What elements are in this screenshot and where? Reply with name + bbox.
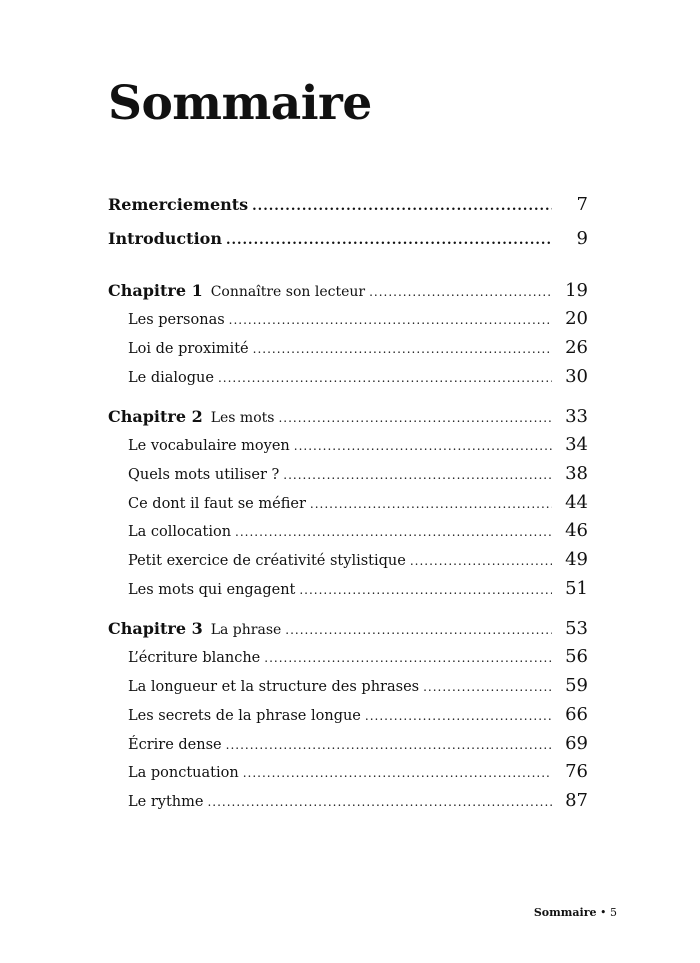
dot-leader: [369, 285, 552, 299]
toc-chapter-2[interactable]: [108, 406, 588, 436]
toc-label: Remerciements: [108, 195, 249, 214]
toc-label: Petit exercice de créativité stylistique: [128, 553, 406, 569]
toc-section[interactable]: [128, 366, 588, 396]
toc-section[interactable]: [128, 646, 588, 676]
footer-page-number: 5: [610, 906, 617, 919]
toc-section[interactable]: [128, 434, 588, 464]
toc-label: Quels mots utiliser ?: [128, 467, 280, 483]
toc-section[interactable]: [128, 704, 588, 734]
toc-page-number: 20: [565, 308, 588, 329]
dot-leader: [310, 497, 552, 511]
footer-section-title: Sommaire: [533, 906, 597, 919]
dot-leader: [283, 468, 552, 482]
toc-label: Le vocabulaire moyen: [128, 438, 290, 454]
toc-label: Le rythme: [128, 794, 204, 810]
dot-leader: [243, 766, 552, 780]
toc-label: Le dialogue: [128, 370, 214, 386]
toc-label: La ponctuation: [128, 765, 239, 781]
toc-label: Loi de proximité: [128, 341, 249, 357]
toc-page-number: 76: [565, 761, 588, 782]
toc-page-number: 30: [565, 366, 588, 387]
toc-label: Ce dont il faut se méfier: [128, 496, 306, 512]
toc-label: Les mots qui engagent: [128, 582, 296, 598]
toc-section[interactable]: [128, 308, 588, 338]
chapter-title: Les mots: [210, 410, 275, 426]
toc-page-number: 49: [565, 549, 588, 570]
toc-page-number: 69: [565, 733, 588, 754]
dot-leader: [252, 199, 552, 214]
toc-page-number: 46: [565, 520, 588, 541]
dot-leader: [207, 795, 552, 809]
page-footer: [534, 906, 617, 919]
toc-page-number: 38: [565, 463, 588, 484]
chapter-title: Connaître son lecteur: [210, 284, 366, 300]
dot-leader: [285, 623, 552, 637]
chapter-number: Chapitre 1: [108, 281, 203, 300]
toc-label: Les secrets de la phrase longue: [128, 708, 361, 724]
chapter-number: Chapitre 3: [108, 619, 203, 638]
toc-section[interactable]: [128, 761, 588, 791]
toc-label: La collocation: [128, 524, 232, 540]
toc-chapter-3[interactable]: [108, 618, 588, 648]
toc-section[interactable]: [128, 337, 588, 367]
toc-page-number: 56: [565, 646, 588, 667]
toc-section[interactable]: [128, 492, 588, 522]
toc-page-number: 66: [565, 704, 588, 725]
toc-label: Les personas: [128, 312, 225, 328]
dot-leader: [218, 371, 552, 385]
toc-section[interactable]: [128, 578, 588, 608]
toc-label: L’écriture blanche: [128, 650, 261, 666]
toc-section[interactable]: [128, 549, 588, 579]
dot-leader: [410, 554, 552, 568]
toc-chapter-1[interactable]: [108, 280, 588, 310]
chapter-number: Chapitre 2: [108, 407, 203, 426]
chapter-title: La phrase: [210, 622, 282, 638]
dot-leader: [423, 680, 552, 694]
dot-leader: [229, 313, 552, 327]
toc-page-number: 26: [565, 337, 588, 358]
dot-leader: [365, 709, 552, 723]
toc-page-number: 59: [565, 675, 588, 696]
toc-entry-acknowledgements[interactable]: [108, 194, 588, 224]
toc-section[interactable]: [128, 733, 588, 763]
dot-leader: [253, 342, 552, 356]
dot-leader: [226, 233, 552, 248]
footer-separator: •: [600, 906, 607, 919]
toc-section[interactable]: [128, 520, 588, 550]
toc-page-number: 19: [565, 280, 588, 301]
toc-section[interactable]: [128, 675, 588, 705]
toc-page-number: 44: [565, 492, 588, 513]
toc-page-number: 9: [576, 228, 588, 249]
toc-page-number: 53: [565, 618, 588, 639]
toc-page-number: 34: [565, 434, 588, 455]
toc-page-number: 7: [576, 194, 588, 215]
toc-section[interactable]: [128, 463, 588, 493]
toc-label: La longueur et la structure des phrases: [128, 679, 420, 695]
page-title: Sommaire: [108, 76, 372, 131]
toc-label: Écrire dense: [128, 737, 222, 753]
toc-entry-introduction[interactable]: [108, 228, 588, 258]
dot-leader: [278, 411, 552, 425]
toc-label: Introduction: [108, 229, 222, 248]
toc-page-number: 33: [565, 406, 588, 427]
dot-leader: [226, 738, 552, 752]
toc-section[interactable]: [128, 790, 588, 820]
dot-leader: [235, 525, 552, 539]
toc-page-number: 51: [565, 578, 588, 599]
dot-leader: [294, 439, 552, 453]
dot-leader: [299, 583, 552, 597]
toc-page-number: 87: [565, 790, 588, 811]
dot-leader: [264, 651, 552, 665]
